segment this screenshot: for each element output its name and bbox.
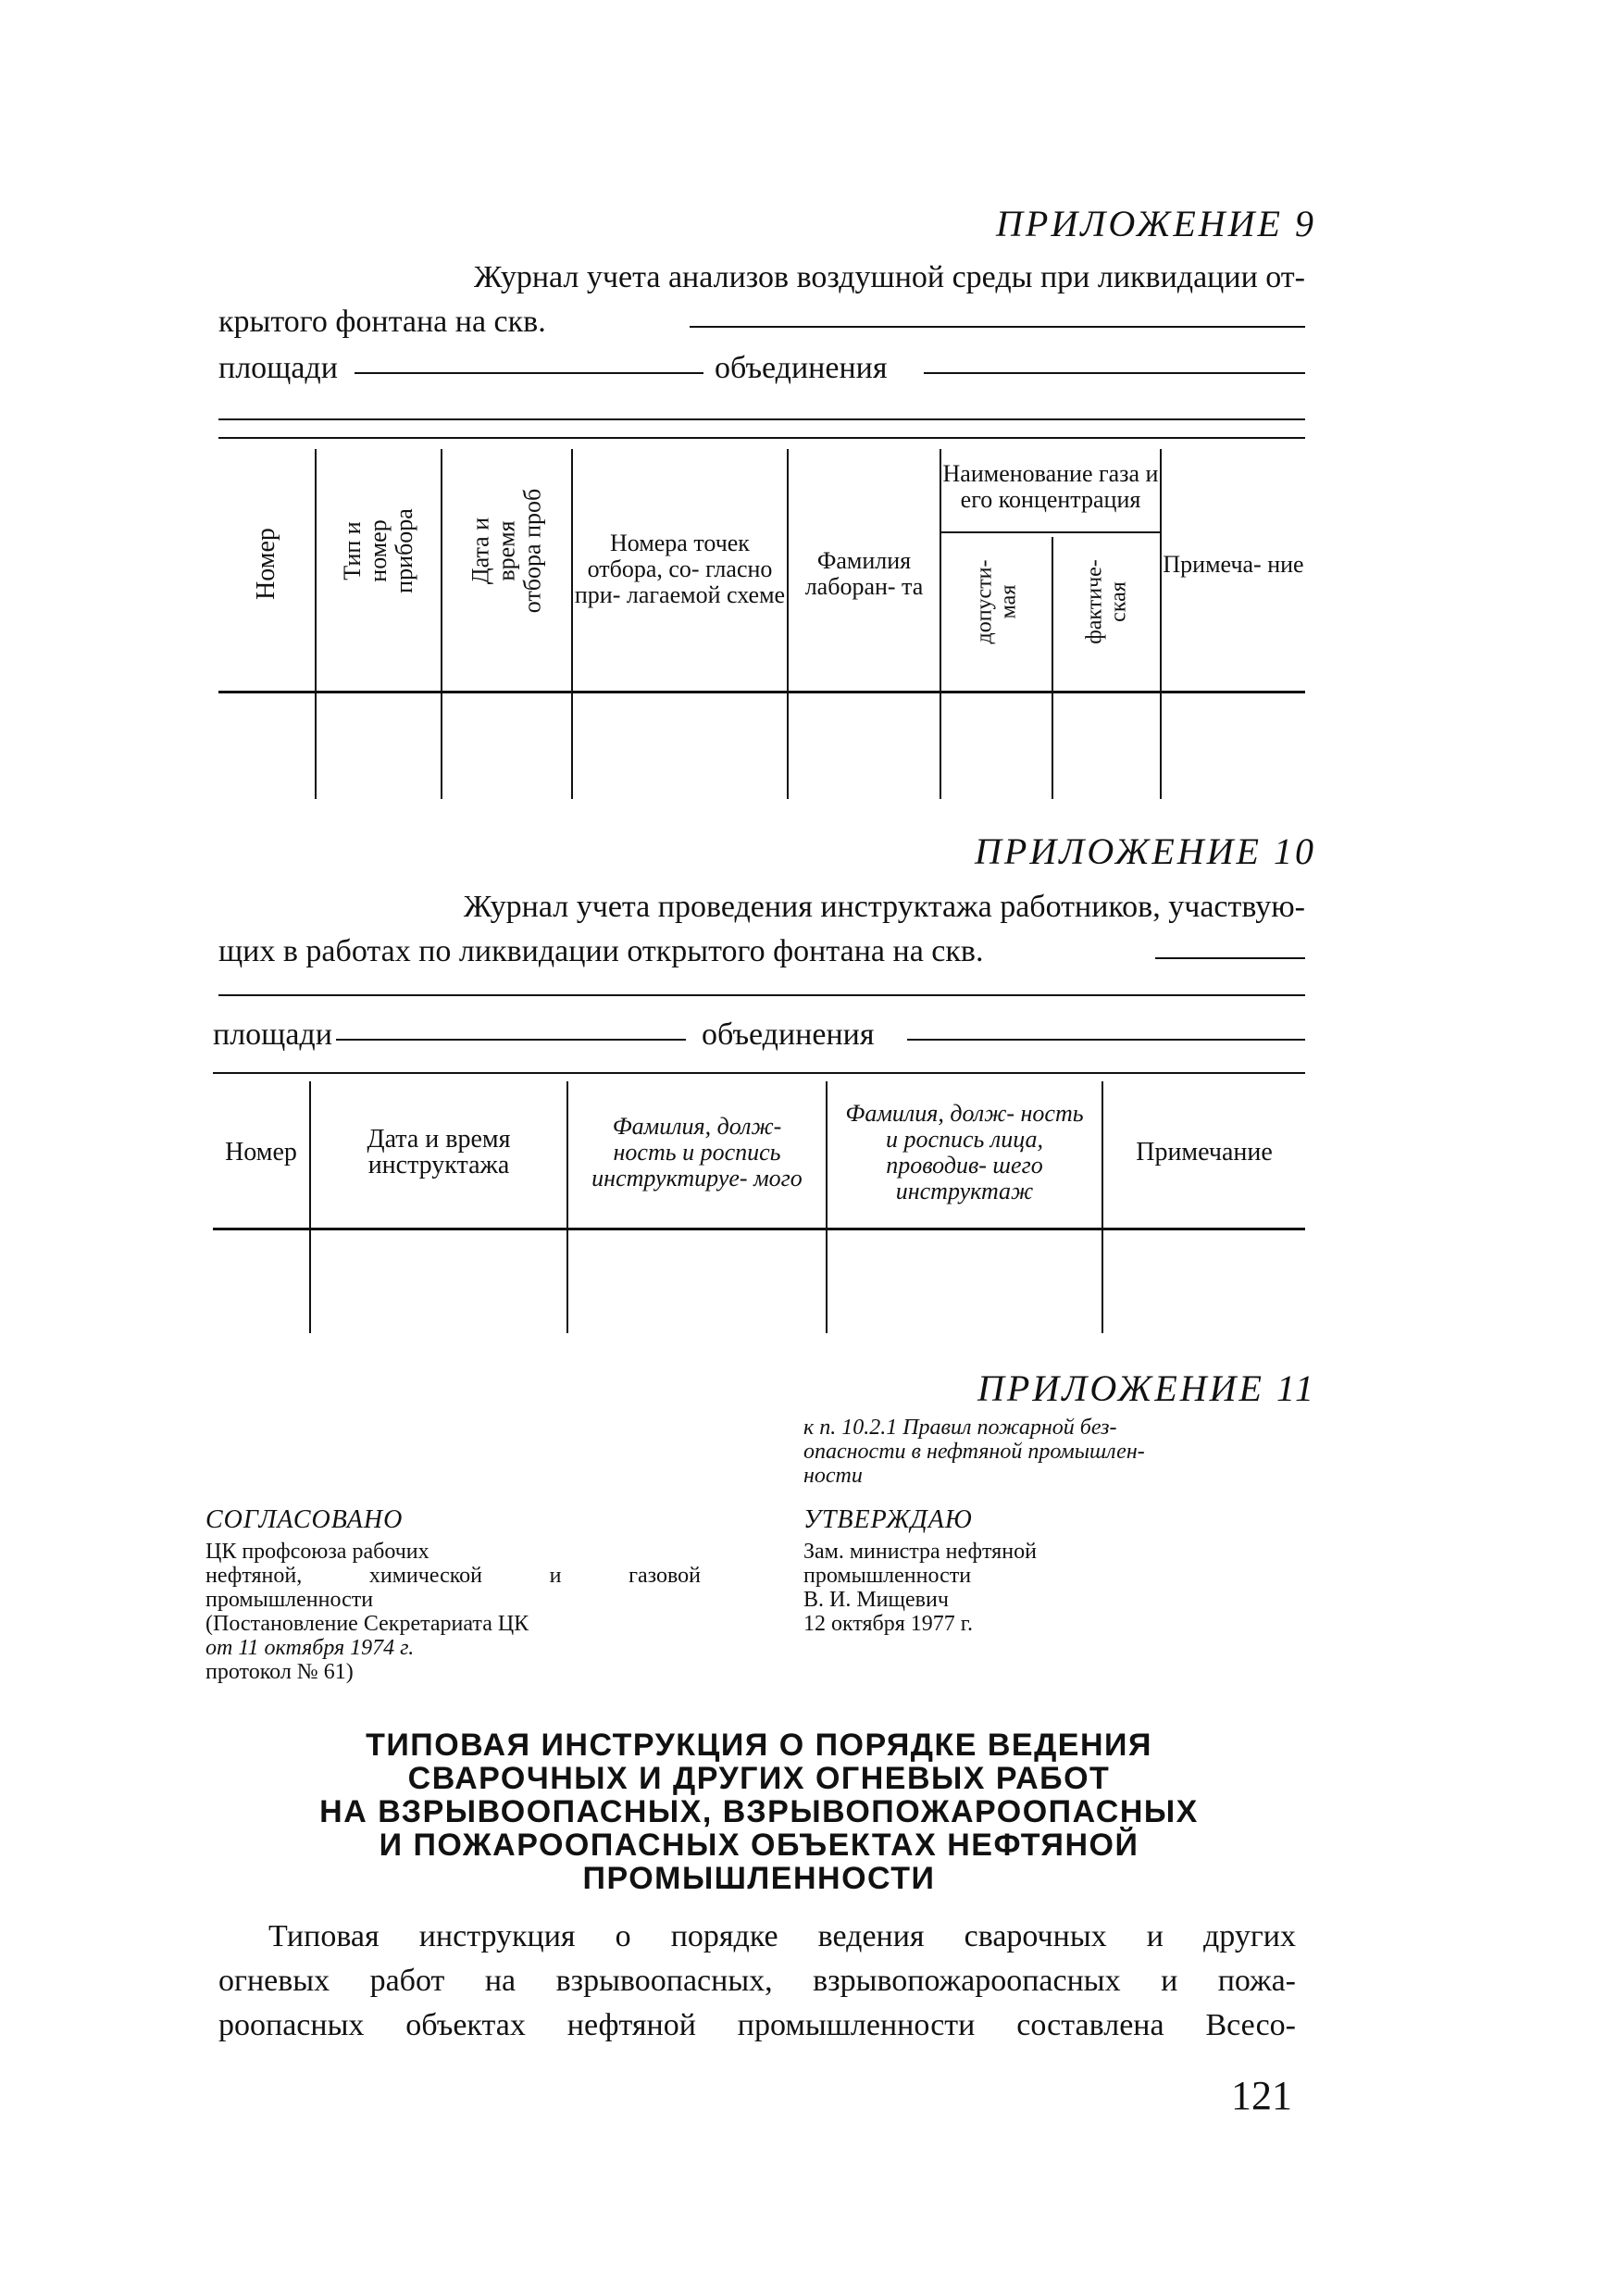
table-9-gas-split	[940, 531, 1160, 533]
th-instructor-10: Фамилия, долж- ность и роспись лица, проводив- шего инструктаж	[845, 1100, 1084, 1204]
th-device-9-wrap	[317, 449, 441, 690]
union-label-9: объединения	[715, 351, 888, 385]
approved-heading: УТВЕРЖДАЮ	[803, 1505, 973, 1534]
agreed-line4: (Постановление Секретариата ЦК	[205, 1612, 529, 1636]
th-datetime-10: Дата и время инструктажа	[367, 1125, 511, 1179]
appendix-11-ref-2: опасности в нефтяной промышлен-	[803, 1440, 1145, 1464]
appendix-11-ref-3: ности	[803, 1464, 863, 1488]
th-actual-9-wrap	[1053, 539, 1160, 689]
th-number-10: Номер	[225, 1138, 297, 1167]
appendix-10-title: ПРИЛОЖЕНИЕ 10	[975, 830, 1316, 872]
agreed-line1: ЦК профсоюза рабочих	[205, 1540, 429, 1564]
area-label-9: площади	[218, 351, 338, 385]
th-points-9: Номера точек отбора, со- гласно при- лагаемой схеме	[574, 530, 786, 608]
table-10-top	[213, 1072, 1305, 1074]
th-actual-9: фактиче- ская	[1082, 559, 1131, 644]
th-note-10: Примечание	[1136, 1138, 1273, 1167]
th-note-9: Примеча- ние	[1163, 551, 1304, 578]
journal-9-line1: Журнал учета анализов воздушной среды при ликвидации от-	[474, 260, 1305, 294]
blank-line-10	[218, 994, 1305, 996]
approved-line1: Зам. министра нефтяной	[803, 1540, 1037, 1564]
approved-line3: В. И. Мищевич	[803, 1588, 949, 1612]
agreed-line5: от 11 октября 1974 г.	[205, 1636, 415, 1660]
th-number-9-wrap	[218, 449, 315, 690]
body-line1: Типовая инструкция о порядке ведения сварочных и других	[268, 1919, 1296, 1953]
table-9-vline	[1160, 449, 1162, 799]
main-heading-line4: И ПОЖАРООПАСНЫХ ОБЪЕКТАХ НЕФТЯНОЙ	[379, 1828, 1139, 1863]
union-line-9	[924, 372, 1305, 374]
table-9-header-bottom	[218, 691, 1305, 693]
main-heading-line1: ТИПОВАЯ ИНСТРУКЦИЯ О ПОРЯДКЕ ВЕДЕНИЯ	[366, 1728, 1152, 1763]
appendix-11-title: ПРИЛОЖЕНИЕ 11	[977, 1367, 1316, 1409]
journal-9-line2: крытого фонтана на скв.	[218, 305, 546, 339]
area-line-9	[355, 372, 703, 374]
main-heading-line3: НА ВЗРЫВООПАСНЫХ, ВЗРЫВОПОЖАРООПАСНЫХ	[319, 1794, 1199, 1829]
journal-10-line1: Журнал учета проведения инструктажа работников, участвую-	[463, 890, 1305, 924]
approved-line4: 12 октября 1977 г.	[803, 1612, 973, 1636]
th-datetime-9-wrap	[442, 449, 571, 690]
agreed-heading: СОГЛАСОВАНО	[205, 1505, 404, 1534]
th-device-9: Тип и номер прибора	[339, 508, 417, 593]
page-number: 121	[1231, 2073, 1292, 2118]
th-instructed-10: Фамилия, долж- ность и роспись инструктируе- мого	[591, 1113, 803, 1192]
union-line-10	[907, 1039, 1305, 1041]
th-lab-9: Фамилия лаборан- та	[804, 547, 924, 600]
body-line3: роопасных объектах нефтяной промышленности составлена Всесо-	[218, 2008, 1296, 2042]
th-number-9: Номер	[252, 528, 280, 600]
blank-line-9	[218, 418, 1305, 420]
th-gas-9: Наименование газа и его концентрация	[942, 460, 1159, 513]
agreed-line2: нефтяной, химической и газовой	[205, 1564, 701, 1588]
journal-10-line2: щих в работах по ликвидации открытого фонтана на скв.	[218, 934, 984, 968]
main-heading-line2: СВАРОЧНЫХ И ДРУГИХ ОГНЕВЫХ РАБОТ	[407, 1761, 1111, 1796]
appendix-9-title: ПРИЛОЖЕНИЕ 9	[996, 203, 1316, 244]
area-line-10	[336, 1039, 686, 1041]
agreed-line6: протокол № 61)	[205, 1660, 354, 1684]
appendix-11-ref-1: к п. 10.2.1 Правил пожарной без-	[803, 1416, 1117, 1440]
main-heading-line5: ПРОМЫШЛЕННОСТИ	[582, 1861, 936, 1896]
well-line	[690, 326, 1305, 328]
approved-line2: промышленности	[803, 1564, 972, 1588]
th-datetime-9: Дата и время отбора проб	[467, 488, 546, 614]
agreed-line3: промышленности	[205, 1588, 374, 1612]
area-label-10: площади	[213, 1017, 332, 1052]
th-allowed-9: допусти- мая	[972, 559, 1021, 644]
table-10-header-bottom	[213, 1228, 1305, 1230]
union-label-10: объединения	[702, 1017, 875, 1052]
well-line-10	[1155, 957, 1305, 959]
body-line2: огневых работ на взрывоопасных, взрывопожароопасных и пожа-	[218, 1964, 1296, 1998]
th-allowed-9-wrap	[941, 539, 1052, 689]
table-9-top	[218, 437, 1305, 439]
